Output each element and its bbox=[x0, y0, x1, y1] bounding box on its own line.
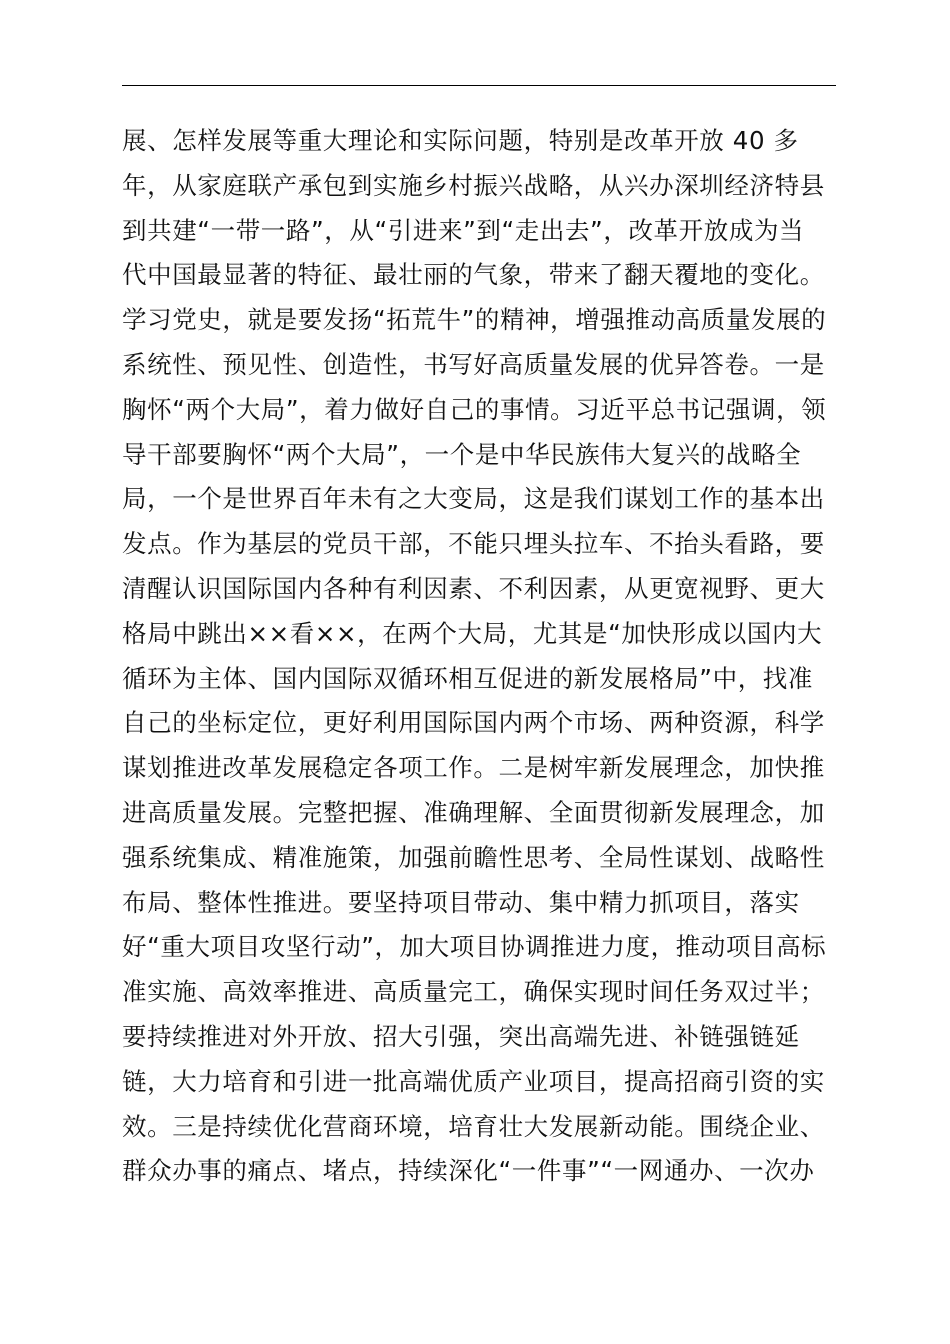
text-line-23: 效。三是持续优化营商环境，培育壮大发展新动能。围绕企业、 bbox=[122, 1111, 825, 1141]
text-line-5: 学习党史，就是要发扬“拓荒牛”的精神，增强推动高质量发展的 bbox=[122, 305, 827, 335]
text-line-8: 导干部要胸怀“两个大局”，一个是中华民族伟大复兴的战略全 bbox=[122, 439, 802, 469]
text-line-1: 展、怎样发展等重大理论和实际问题，特别是改革开放 40 多 bbox=[122, 126, 799, 155]
text-line-3: 到共建“一带一路”，从“引进来”到“走出去”，改革开放成为当 bbox=[122, 215, 805, 245]
text-line-11: 清醒认识国际国内各种有利因素、不利因素，从更宽视野、更大 bbox=[122, 573, 825, 603]
text-line-24: 群众办事的痛点、堵点，持续深化“一件事”“一网通办、一次办 bbox=[122, 1156, 815, 1186]
text-line-18: 布局、整体性推进。要坚持项目带动、集中精力抓项目，落实 bbox=[122, 887, 800, 917]
text-line-9: 局，一个是世界百年未有之大变局，这是我们谋划工作的基本出 bbox=[122, 484, 825, 514]
text-line-12: 格局中跳出××看××，在两个大局，尤其是“加快形成以国内大 bbox=[122, 618, 823, 648]
text-line-16: 进高质量发展。完整把握、准确理解、全面贯彻新发展理念，加 bbox=[122, 797, 825, 827]
text-line-22: 链，大力培育和引进一批高端优质产业项目，提高招商引资的实 bbox=[122, 1066, 825, 1096]
text-line-7: 胸怀“两个大局”，着力做好自己的事情。习近平总书记强调，领 bbox=[122, 394, 827, 424]
document-body bbox=[122, 119, 838, 1194]
text-line-13: 循环为主体、国内国际双循环相互促进的新发展格局”中，找准 bbox=[122, 663, 813, 693]
text-line-4: 代中国最显著的特征、最壮丽的气象，带来了翻天覆地的变化。 bbox=[122, 260, 825, 290]
header-rule bbox=[122, 85, 836, 86]
text-line-20: 准实施、高效率推进、高质量完工，确保实现时间任务双过半； bbox=[122, 977, 825, 1007]
text-line-21: 要持续推进对外开放、招大引强，突出高端先进、补链强链延 bbox=[122, 1021, 800, 1051]
text-line-15: 谋划推进改革发展稳定各项工作。二是树牢新发展理念，加快推 bbox=[122, 753, 825, 783]
text-line-14: 自己的坐标定位，更好利用国际国内两个市场、两种资源，科学 bbox=[122, 708, 825, 738]
text-line-17: 强系统集成、精准施策，加强前瞻性思考、全局性谋划、战略性 bbox=[122, 842, 825, 872]
text-line-6: 系统性、预见性、创造性，书写好高质量发展的优异答卷。一是 bbox=[122, 349, 825, 379]
text-line-10: 发点。作为基层的党员干部，不能只埋头拉车、不抬头看路，要 bbox=[122, 529, 825, 559]
text-line-2: 年，从家庭联产承包到实施乡村振兴战略，从兴办深圳经济特县 bbox=[122, 170, 825, 200]
text-line-19: 好“重大项目攻坚行动”，加大项目协调推进力度，推动项目高标 bbox=[122, 932, 827, 962]
